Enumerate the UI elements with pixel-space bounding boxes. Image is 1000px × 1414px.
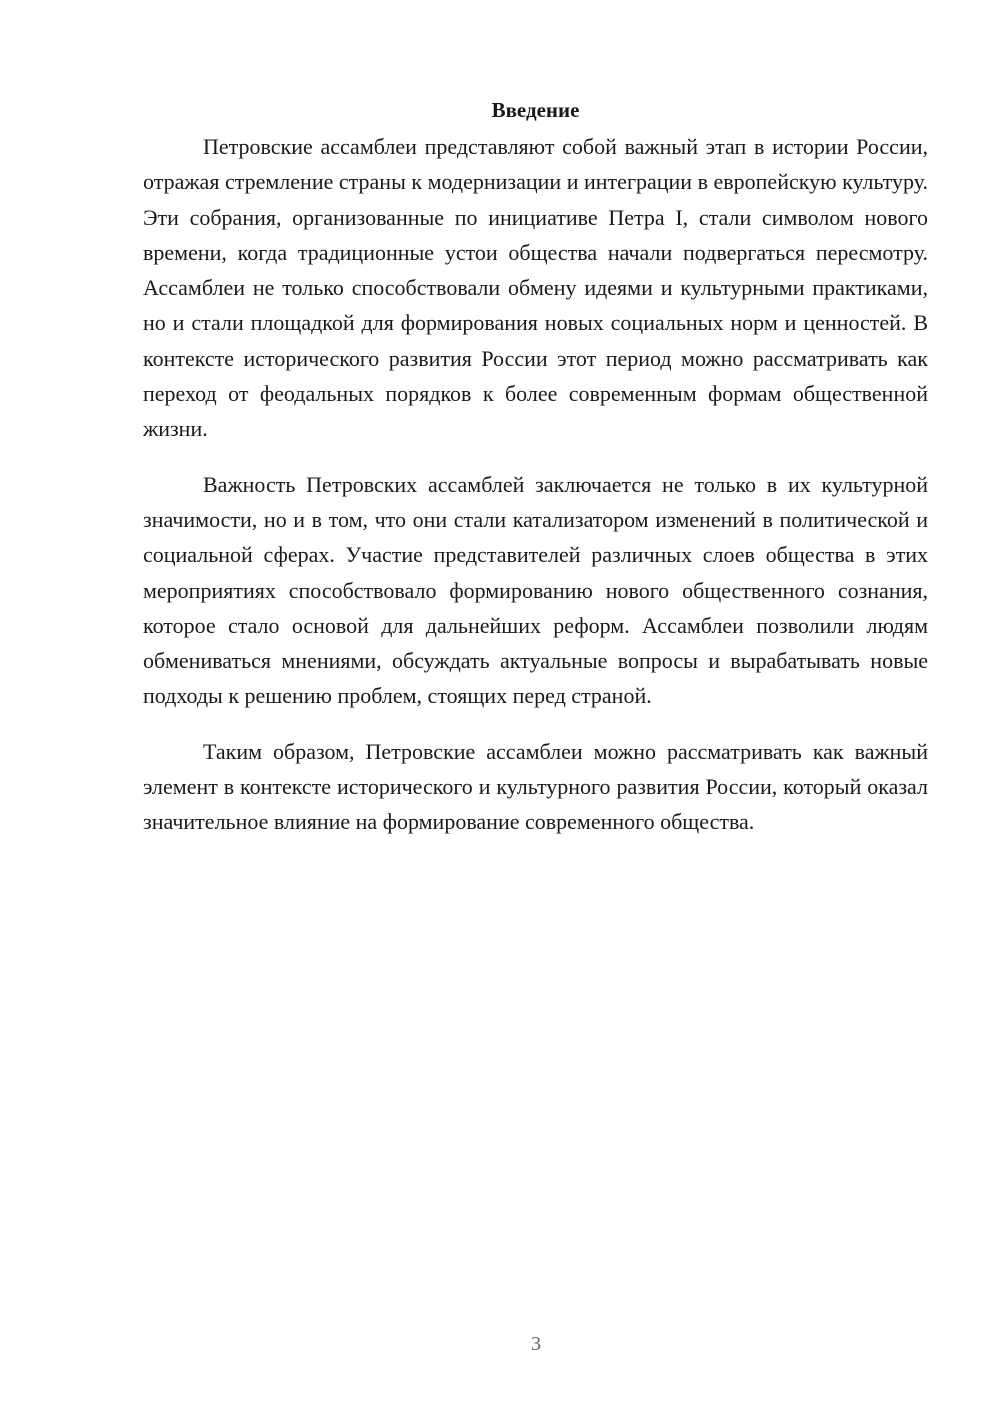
page-number: 3	[531, 1333, 541, 1355]
page-body	[143, 95, 928, 860]
paragraph-1: Петровские ассамблеи представляют собой важный этап в истории России, отражая стремление страны к модернизации и интеграции в европейскую культуру. Эти собрания, организованные по инициативе Петра I, стали символом нового времени, когда традиционные устои общества начали подвергаться пересмотру. Ассамблеи не только способствовали обмену идеями и культурными практиками, но и стали площадкой для формирования новых социальных норм и ценностей. В контексте исторического развития России этот период можно рассматривать как переход от феодальных порядков к более современным формам общественной жизни.	[143, 134, 928, 442]
paragraph-2: Важность Петровских ассамблей заключается не только в их культурной значимости, но и в том, что они стали катализатором изменений в политической и социальной сферах. Участие представителей различных слоев общества в этих мероприятиях способствовало формированию нового общественного сознания, которое стало основой для дальнейших реформ. Ассамблеи позволили людям обмениваться мнениями, обсуждать актуальные вопросы и вырабатывать новые подходы к решению проблем, стоящих перед страной.	[143, 471, 928, 709]
section-heading: Введение	[491, 98, 580, 122]
paragraph-3: Таким образом, Петровские ассамблеи можно рассматривать как важный элемент в контексте исторического и культурного развития России, который оказал значительное влияние на формирование современного общества.	[143, 738, 928, 835]
